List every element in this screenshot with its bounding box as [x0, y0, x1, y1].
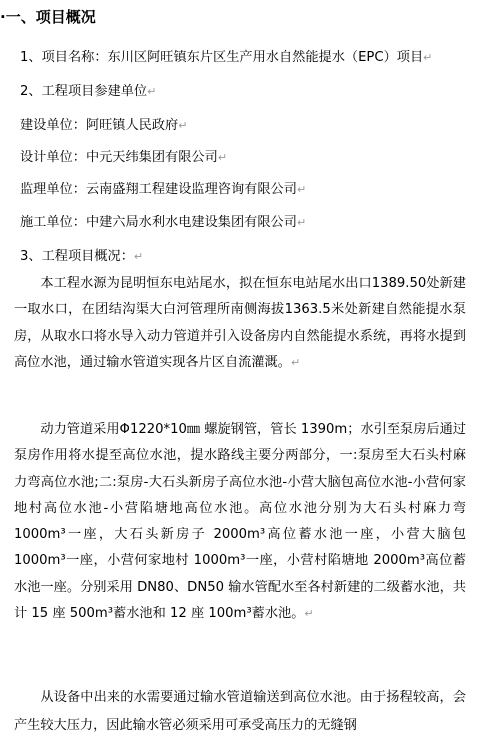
- construction-unit-line: [20, 116, 187, 136]
- paragraph-mark-icon: ↵: [423, 51, 433, 64]
- paragraph-mark-icon: ↵: [133, 250, 144, 263]
- unit-value: 阿旺镇人民政府: [85, 118, 179, 133]
- unit-label: 建设单位：: [20, 118, 86, 133]
- participants-title-text: 2、工程项目参建单位: [20, 84, 148, 99]
- overview-paragraph-3: [14, 684, 466, 740]
- overview-title-line: [20, 247, 143, 267]
- paragraph-mark-icon: ↵: [296, 183, 307, 196]
- overview-title-text: 3、工程项目概况：: [20, 249, 134, 264]
- participants-title-line: [20, 82, 156, 102]
- contractor-unit-line: [20, 213, 306, 233]
- unit-label: 设计单位：: [20, 150, 86, 165]
- paragraph-mark-icon: ↵: [178, 119, 188, 132]
- unit-value: 中建六局水利水电建设集团有限公司: [85, 215, 297, 230]
- unit-label: 监理单位：: [20, 182, 86, 197]
- paragraph-text: 本工程水源为昆明恒东电站尾水，拟在恒东电站尾水出口1389.50处新建一取水口，在团结沟渠大白河管理所南侧海拔1363.5米处新建自然能提水泵房，从取水口将水导入动力管道并引入设备房内自然能提水系统，再将水提到高位水池，通过输水管道实现各片区自流灌溉。: [14, 276, 466, 371]
- unit-value: 云南盛翔工程建设监理咨询有限公司: [85, 182, 297, 197]
- project-name-line: [20, 48, 432, 68]
- unit-value: 中元天纬集团有限公司: [85, 150, 218, 165]
- paragraph-mark-icon: ↵: [217, 151, 228, 164]
- paragraph-text: 动力管道采用Φ1220*10㎜ 螺旋钢管，管长 1390m；水引至泵房后通过泵房作用将水提至高位水池，提水路线主要分两部分，一:泵房至大石头村麻力弯高位水池;二:泵房-大石头新房子高位水池-小营大脑包高位水池-小营何家地村高位水池-小营陷塘地高位水池。高位水池分别为大石头村麻力弯 1000m³一座，大石头新房子 2000m³高位蓄水池一座，小营大脑包 1000m³一座，小营何家地村 1000m³一座，小营村陷塘地 2000m³高位蓄水池一座。分别采用 DN80、DN50 输水管配水至各村新建的二级蓄水池，共计 15 座 500m³蓄水池和 12 座 100m³蓄水池。: [14, 422, 466, 622]
- overview-paragraph-2: [14, 417, 466, 627]
- paragraph-mark-icon: ↵: [147, 85, 157, 98]
- design-unit-line: [20, 148, 227, 168]
- paragraph-mark-icon: ↵: [296, 216, 307, 229]
- supervision-unit-line: [20, 180, 306, 200]
- project-name-text: 1、项目名称：东川区阿旺镇东片区生产用水自然能提水（EPC）项目: [20, 50, 424, 65]
- paragraph-mark-icon: ↵: [304, 607, 314, 621]
- paragraph-text: 从设备中出来的水需要通过输水管道输送到高位水池。由于扬程较高，会产生较大压力，因此输水管必须采用可承受高压力的无缝钢: [14, 690, 466, 733]
- section-heading: ·一、项目概况: [0, 8, 96, 26]
- paragraph-mark-icon: ↵: [290, 356, 301, 370]
- overview-paragraph-1: [14, 271, 466, 377]
- unit-label: 施工单位：: [20, 215, 86, 230]
